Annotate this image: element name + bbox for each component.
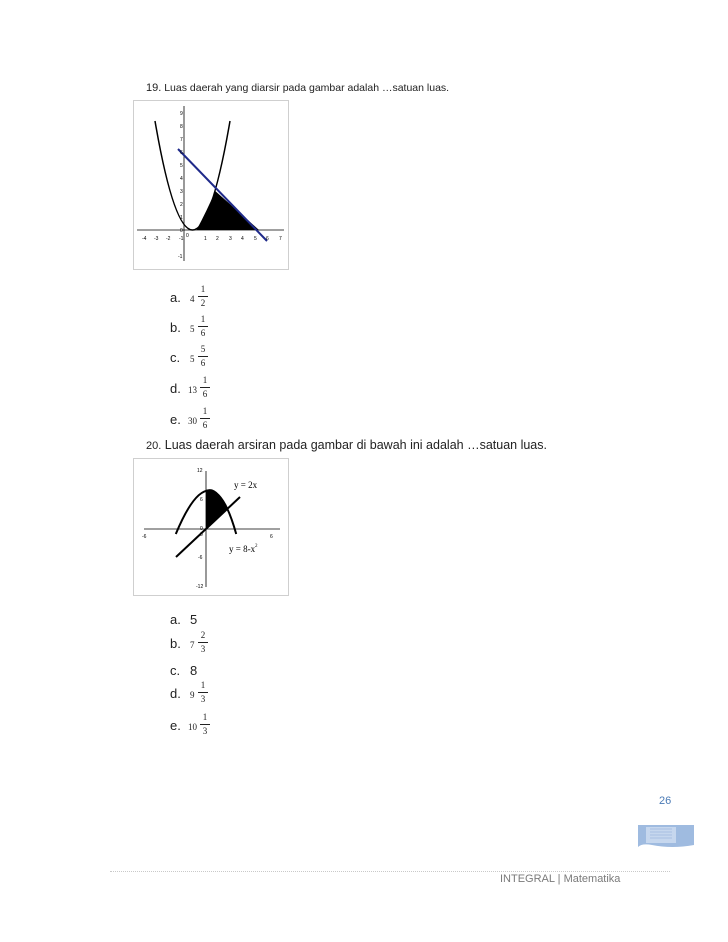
x-tick: -6 [142,534,147,540]
corner-tab-graphic [632,823,696,849]
fraction-denominator: 6 [200,328,206,338]
footer-text: INTEGRAL | Matematika [500,873,621,885]
fraction-numerator: 2 [200,630,206,640]
question-20-text: Luas daerah arsiran pada gambar di bawah ini adalah …satuan luas. [164,438,547,452]
question-19-graph-svg [134,101,288,269]
option-letter: c. [170,350,181,365]
fraction-numerator: 1 [202,406,208,416]
fraction-numerator: 5 [200,344,206,354]
fraction-whole: 5 [190,354,195,364]
fraction-bar [198,356,208,357]
fraction-part [198,630,208,655]
x-tick: 6 [266,236,269,242]
shaded-region [206,489,227,529]
y-tick: 6 [200,497,203,503]
y-tick: 7 [180,137,183,143]
y-tick: -1 [178,254,183,260]
y-tick: 2 [180,202,183,208]
option-letter: e. [170,412,181,427]
y-tick: 5 [180,163,183,169]
fraction-bar [198,296,208,297]
fraction-part [198,284,208,309]
x-tick: 4 [241,236,244,242]
page-number: 26 [659,795,672,807]
x-tick: -3 [154,236,159,242]
x-tick: 5 [254,236,257,242]
question-19-title [146,82,449,94]
question-19-text: Luas daerah yang diarsir pada gambar adalah …satuan luas. [164,82,450,94]
fraction-whole: 9 [190,690,195,700]
question-20-number: 20. [146,440,162,452]
x-tick: 1 [204,236,207,242]
fraction-whole: 5 [190,324,195,334]
fraction-bar [200,418,210,419]
y-tick: 12 [197,468,203,474]
option-letter: d. [170,381,181,396]
question-19-graph [133,100,289,270]
x-tick: 0 [200,532,203,538]
fraction-part [200,375,210,400]
question-19-number: 19. [146,82,162,94]
fraction-bar [198,692,208,693]
fraction-whole: 13 [188,385,197,395]
x-tick: -2 [166,236,171,242]
curve-label-exponent: 2 [255,544,258,549]
y-tick: 1 [180,215,183,221]
y-tick: 9 [180,111,183,117]
fraction-part [198,680,208,705]
option-letter: d. [170,686,181,701]
fraction-denominator: 3 [202,726,208,736]
fraction-whole: 4 [190,294,195,304]
fraction-numerator: 1 [202,375,208,385]
fraction-denominator: 6 [202,420,208,430]
y-tick: 4 [180,176,183,182]
option-letter: c. [170,663,181,678]
option-value: 8 [190,663,198,678]
fraction-bar [200,724,210,725]
question-20-graph-svg [134,459,288,595]
option-letter: e. [170,718,181,733]
option-letter: b. [170,320,181,335]
fraction-part [200,406,210,431]
fraction-part [200,712,210,737]
option-value: 5 [190,612,198,627]
y-tick: -6 [198,555,203,561]
question-20-graph [133,458,289,596]
fraction-numerator: 1 [200,314,206,324]
fraction-whole: 30 [188,416,197,426]
x-tick: 6 [270,534,273,540]
y-tick: 0 [200,526,203,532]
x-tick: -4 [142,236,147,242]
x-tick: 7 [279,236,282,242]
fraction-whole: 10 [188,722,197,732]
y-tick: 3 [180,189,183,195]
fraction-denominator: 6 [200,358,206,368]
question-20-title [146,438,547,452]
fraction-part [198,344,208,369]
option-letter: a. [170,612,181,627]
fraction-numerator: 1 [200,284,206,294]
x-tick: 3 [229,236,232,242]
fraction-bar [198,642,208,643]
x-tick-labels [142,532,273,540]
fraction-denominator: 2 [200,298,206,308]
y-tick: 0 [180,228,183,234]
option-letter: b. [170,636,181,651]
fraction-denominator: 6 [202,389,208,399]
fraction-numerator: 1 [202,712,208,722]
fraction-denominator: 3 [200,644,206,654]
fraction-bar [198,326,208,327]
fraction-part [198,314,208,339]
fraction-whole: 7 [190,640,195,650]
option-letter: a. [170,290,181,305]
y-tick: -12 [196,584,204,590]
x-tick: -1 [179,236,184,242]
line-label: y = 2x [234,480,258,490]
x-tick: 0 [186,233,189,239]
curve-label: y = 8-x [229,544,256,554]
fraction-denominator: 3 [200,694,206,704]
y-tick: 6 [180,150,183,156]
x-tick: 2 [216,236,219,242]
fraction-numerator: 1 [200,680,206,690]
y-tick: 8 [180,124,183,130]
footer-divider [110,871,670,872]
fraction-bar [200,387,210,388]
